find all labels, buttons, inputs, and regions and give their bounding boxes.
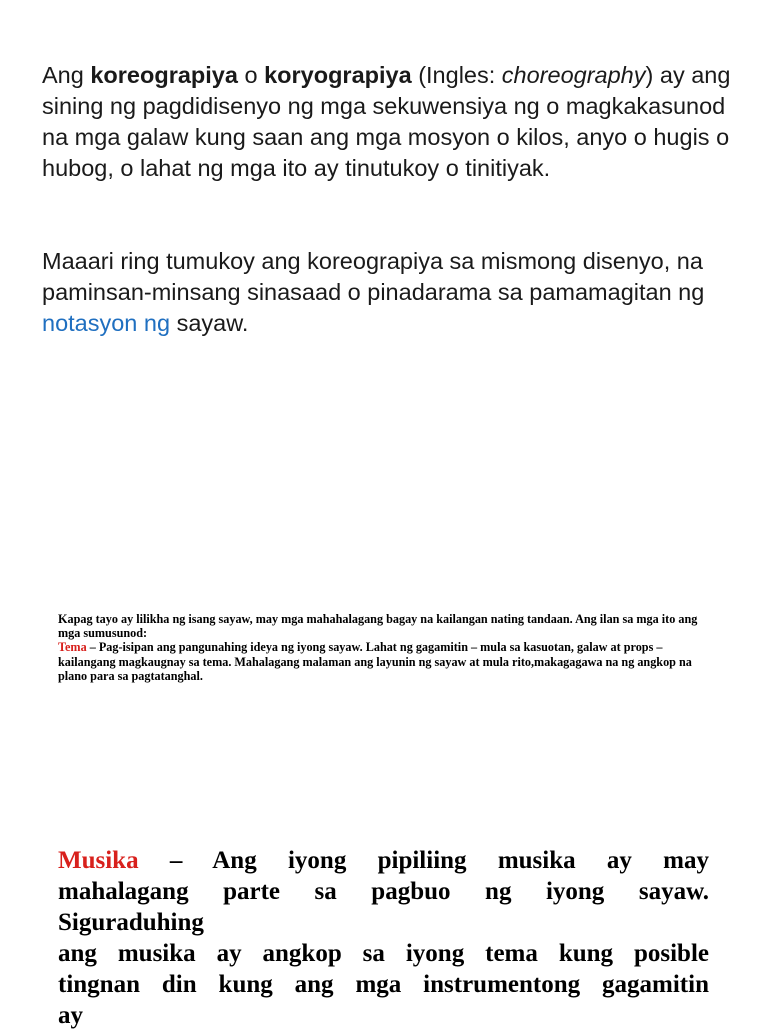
notasyon-link[interactable]: notasyon ng [42, 310, 171, 336]
musika-paragraph [58, 845, 709, 1031]
small-text-section [58, 612, 708, 683]
term-tema: Tema [58, 640, 87, 655]
text-run: – Ang iyong pipiliing musika ay may [138, 847, 709, 874]
text-run: Maaari ring tumukoy ang koreograpiya sa mismong disenyo, na paminsan-minsang sinasaad o pinadarama sa pamamagitan ng [42, 248, 705, 305]
text-run: sayaw. [170, 310, 249, 336]
term-english: choreography [501, 62, 646, 88]
large-text-section [58, 847, 709, 1029]
term-koryograpiya: koryograpiya [264, 62, 412, 88]
text-run: o [237, 62, 265, 88]
second-paragraph [42, 246, 732, 339]
intro-text: Kapag tayo ay lilikha ng isang sayaw, may mga mahahalagang bagay na kailangan nating tandaan. Ang ilan sa mga ito ang mga sumusunod: [58, 612, 698, 641]
term-musika: Musika [58, 847, 139, 874]
text-run: (Ingles: [411, 62, 502, 88]
tema-description: – Pag-isipan ang pangunahing ideya ng iyong sayaw. Lahat ng gagamitin – mula sa kasuotan, galaw at props – kailangang magkaugnay sa tema. Mahalagang malaman ang layunin ng sayaw at mula rito,makagagawa na ng angkop na plano para sa pagtatanghal. [58, 640, 692, 683]
musika-line-6: ay [58, 1002, 83, 1029]
text-run: ) ay ang sining ng pagdidisenyo ng mga sekuwensiya ng o magkakasunod na mga galaw kung saan ang mga mosyon o kilos, anyo o hugis o hubog, o lahat ng mga ito ay tinutukoy o tinitiyak. [42, 62, 731, 181]
musika-line-2: mahalagang parte sa pagbuo ng iyong sayaw. [58, 878, 709, 905]
term-koreograpiya: koreograpiya [90, 62, 238, 88]
text-run: Ang [42, 62, 91, 88]
musika-line-5: tingnan din kung ang mga instrumentong gagamitin [58, 971, 709, 998]
musika-line-4: ang musika ay angkop sa iyong tema kung posible [58, 940, 709, 967]
musika-line-3: Siguraduhing [58, 909, 204, 936]
musika-line-1 [58, 845, 709, 876]
definition-paragraph [42, 60, 732, 184]
